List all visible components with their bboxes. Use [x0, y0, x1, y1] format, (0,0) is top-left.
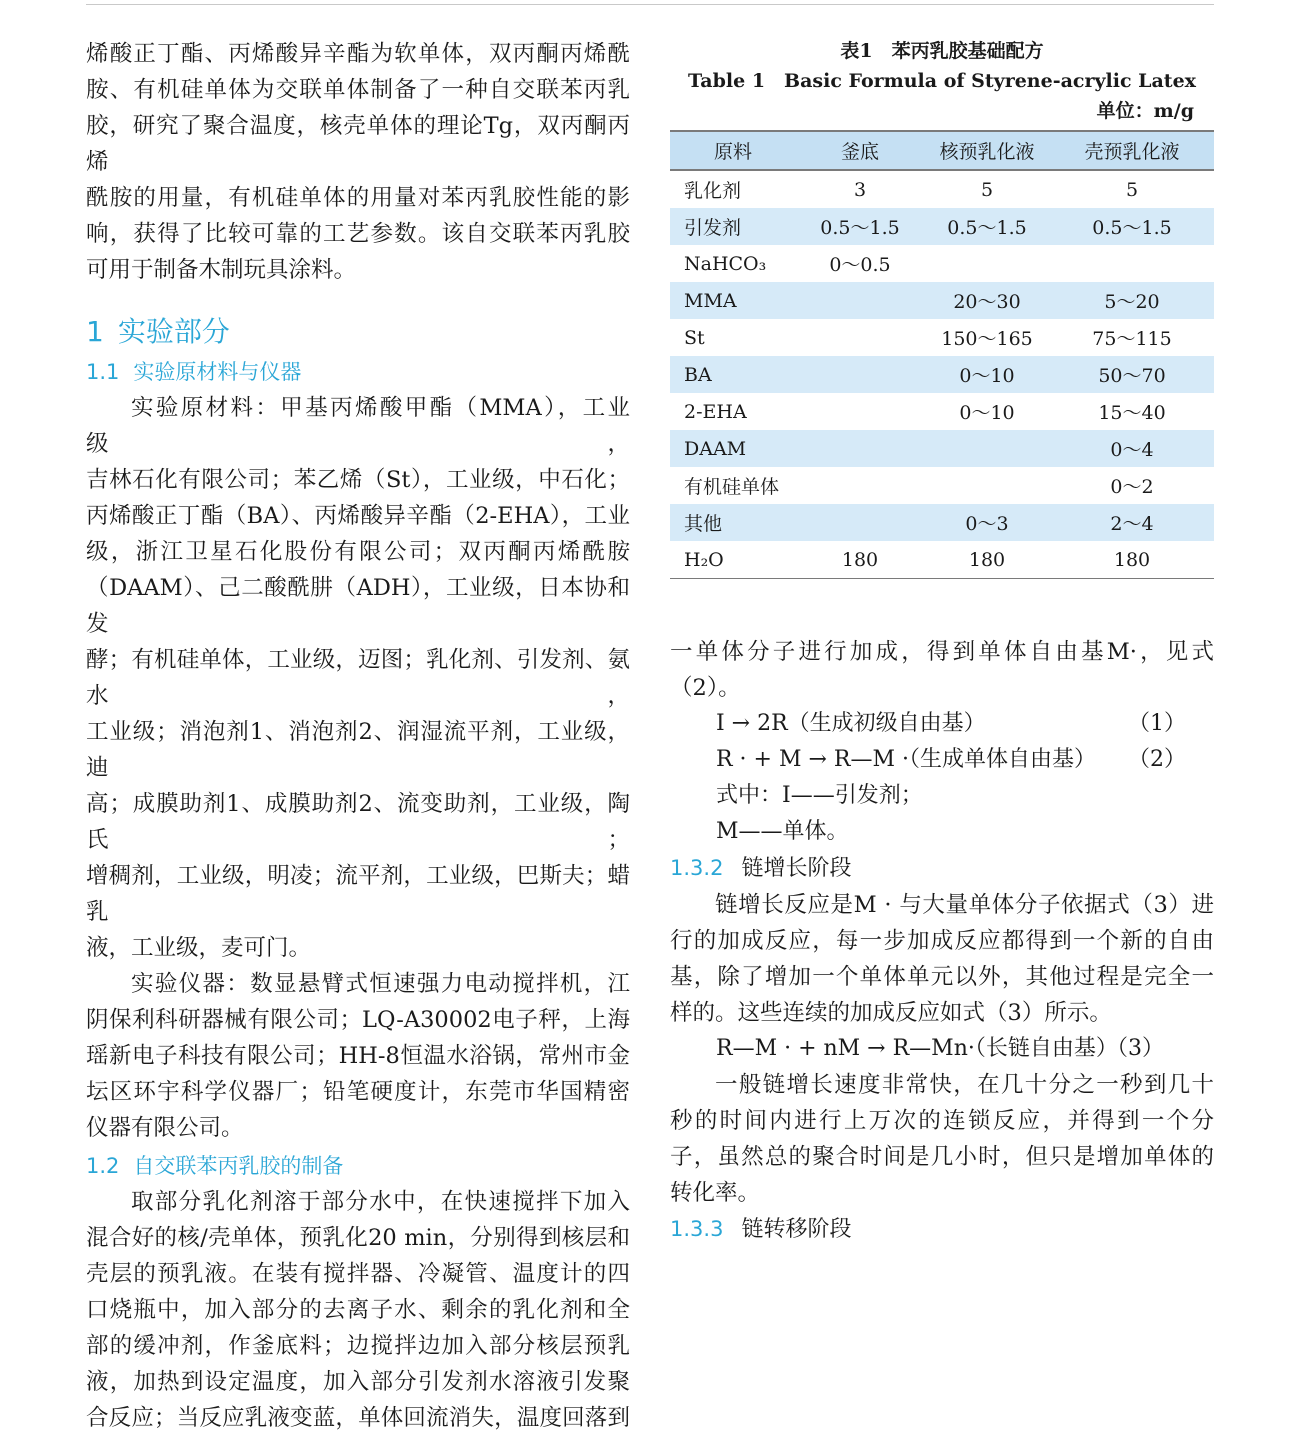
section-title: 实验部分: [117, 315, 230, 348]
text-line: 转化率。: [670, 1180, 761, 1206]
text-line: 瑶新电子科技有限公司；HH-8恒温水浴锅，常州市金: [86, 1043, 630, 1069]
table-row: [670, 430, 1214, 467]
table-cell: 0.5～1.5: [924, 208, 1050, 245]
table-row: [670, 541, 1214, 579]
table-cell: H₂O: [670, 541, 796, 579]
table-cell: 0.5～1.5: [1050, 208, 1214, 245]
table-cell: 其他: [670, 504, 796, 541]
text-line: 样的。这些连续的加成反应如式（3）所示。: [670, 1000, 1112, 1026]
text-line: 酵；有机硅单体，工业级，迈图；乳化剂、引发剂、氨水，: [86, 647, 630, 709]
table-row: [670, 356, 1214, 393]
table-cell: 20～30: [924, 282, 1050, 319]
table-row: [670, 170, 1214, 208]
section-title: 链转移阶段: [741, 1217, 852, 1242]
table-header-row: [670, 131, 1214, 170]
table-cell: [796, 282, 924, 319]
text-line: 高；成膜助剂1、成膜助剂2、流变助剂，工业级，陶氏；: [86, 791, 630, 853]
text-line: 阴保利科研器械有限公司；LQ-A30002电子秤，上海: [86, 1007, 630, 1033]
formula-table: [670, 130, 1214, 579]
table-cell: 15～40: [1098, 402, 1166, 424]
section-heading-1-2: [86, 1148, 630, 1184]
table-cell: 5～20: [1050, 282, 1214, 319]
column-header: 壳预乳化液: [1050, 131, 1214, 170]
table-cell: 0.5～1.5: [796, 208, 924, 245]
table-cell: 0～10: [959, 402, 1015, 424]
text-line: 行的加成反应，每一步加成反应都得到一个新的自由: [670, 928, 1214, 954]
table-cell: 0～10: [924, 356, 1050, 393]
table-cell: [924, 430, 1050, 467]
text-line: 响，获得了比较可靠的工艺参数。该自交联苯丙乳胶: [86, 221, 630, 247]
table-cell: 150～165: [941, 328, 1033, 350]
text-line: 取部分乳化剂溶于部分水中，在快速搅拌下加入: [131, 1189, 630, 1215]
table-cell: 0～4: [1050, 430, 1214, 467]
text-line: 混合好的核/壳单体，预乳化20 min，分别得到核层和: [86, 1225, 630, 1251]
equation-number: （1）: [1128, 711, 1186, 736]
text-line: 增稠剂，工业级，明凌；流平剂，工业级，巴斯夫；蜡乳: [86, 863, 630, 925]
table-cell: NaHCO₃: [684, 252, 767, 275]
table-unit: 单位：m/g: [1096, 100, 1194, 122]
section-title: 实验原材料与仪器: [133, 360, 302, 384]
section-heading-1: [86, 312, 630, 352]
table-cell: [796, 504, 924, 541]
text-line: 壳层的预乳液。在装有搅拌器、冷凝管、温度计的四: [86, 1261, 630, 1287]
left-column: [86, 36, 630, 1436]
table-cell: St: [684, 326, 705, 349]
text-line: 秒的时间内进行上万次的连锁反应，并得到一个分: [670, 1108, 1214, 1134]
text-line: 口烧瓶中，加入部分的去离子水、剩余的乳化剂和全: [86, 1297, 630, 1323]
table-cell: 0～3: [924, 504, 1050, 541]
text-line: 一单体分子进行加成，得到单体自由基M·，见式（2）。: [670, 639, 1214, 701]
table-row: [670, 319, 1214, 356]
column-header: 釜底: [796, 131, 924, 170]
text-line: 基，除了增加一个单体单元以外，其他过程是完全一: [670, 964, 1214, 990]
text-line: 工业级；消泡剂1、消泡剂2、润湿流平剂，工业级，迪: [86, 719, 630, 781]
table-cell: 0～2: [1110, 476, 1154, 498]
table-cell: 有机硅单体: [684, 476, 780, 498]
table-cell: [796, 430, 924, 467]
table-cell: 5: [980, 178, 994, 201]
section-heading-1-3-2: [670, 850, 1214, 887]
table-cell: [796, 356, 924, 393]
text-line: 实验原材料：甲基丙烯酸甲酯（MMA），工业级，: [86, 395, 630, 457]
table-cell: 75～115: [1092, 328, 1172, 350]
table-cell: 2-EHA: [684, 400, 747, 423]
text-line: 可用于制备木制玩具涂料。: [86, 257, 357, 283]
table-cell: [1050, 245, 1214, 282]
text-line: 烯酸正丁酯、丙烯酸异辛酯为软单体，双丙酮丙烯酰: [86, 41, 630, 67]
table-cell: 180: [1050, 541, 1214, 579]
text-line: 酰胺的用量，有机硅单体的用量对苯丙乳胶性能的影: [86, 185, 630, 211]
equation-2: [670, 742, 1214, 778]
table-cell: 180: [796, 541, 924, 579]
equation-text: R · + M → R—M ·（生成单体自由基）: [716, 747, 1096, 772]
section-heading-1-3-3: [670, 1211, 1214, 1248]
table-cell: 3: [853, 178, 867, 201]
materials-paragraph: [86, 390, 630, 966]
table-row: [670, 245, 1214, 282]
table-row: [670, 504, 1214, 541]
table-cell: 2～4: [1050, 504, 1214, 541]
table-cell: [924, 245, 1050, 282]
section-heading-1-1: [86, 354, 630, 390]
equation-3: [670, 1031, 1214, 1067]
text-line: （DAAM）、己二酸酰肼（ADH），工业级，日本协和发: [86, 575, 630, 637]
definition-line: M——单体。: [716, 819, 849, 844]
table-cell: 引发剂: [670, 208, 796, 245]
text-line: 实验仪器：数显悬臂式恒速强力电动搅拌机，江: [131, 971, 630, 997]
preparation-paragraph: [86, 1184, 630, 1436]
text-line: 胺、有机硅单体为交联单体制备了一种自交联苯丙乳: [86, 77, 630, 103]
table-cell: DAAM: [670, 430, 796, 467]
section-title: 链增长阶段: [741, 856, 852, 881]
text-line: 坛区环宇科学仪器厂；铅笔硬度计，东莞市华国精密: [86, 1079, 630, 1105]
table-cell: [796, 467, 924, 504]
section-title: 自交联苯丙乳胶的制备: [133, 1154, 344, 1178]
table-row: [670, 393, 1214, 430]
table-cell: 180: [924, 541, 1050, 579]
table-cell: 乳化剂: [684, 180, 742, 202]
equation-text: I → 2R（生成初级自由基）: [716, 711, 986, 736]
table-caption-cn: 表1 苯丙乳胶基础配方: [840, 40, 1044, 62]
table-cell: 5: [1125, 178, 1139, 201]
table-row: [670, 282, 1214, 319]
equation-1: [670, 706, 1214, 742]
text-line: 仪器有限公司。: [86, 1115, 244, 1141]
table-row: [670, 208, 1214, 245]
text-line: 一般链增长速度非常快，在几十分之一秒到几十: [715, 1072, 1214, 1098]
table-caption-en: Table 1 Basic Formula of Styrene-acrylic Latex: [687, 70, 1197, 92]
table-block: [670, 36, 1214, 579]
instruments-paragraph: [86, 966, 630, 1146]
text-line: 级，浙江卫星石化股份有限公司；双丙酮丙烯酰胺: [86, 539, 630, 565]
growth-paragraph: [670, 887, 1214, 1031]
text-line: 合反应；当反应乳液变蓝，单体回流消失，温度回落到: [86, 1405, 630, 1431]
column-header: 原料: [670, 131, 796, 170]
table-cell: [796, 393, 924, 430]
table-cell: [796, 319, 924, 356]
text-line: 链增长反应是M · 与大量单体分子依据式（3）进: [715, 892, 1214, 918]
intro-paragraph: [86, 36, 630, 288]
speed-paragraph: [670, 1067, 1214, 1211]
table-cell: 50～70: [1050, 356, 1214, 393]
section-number: 1.3.2: [670, 856, 724, 880]
text-line: 吉林石化有限公司；苯乙烯（St），工业级，中石化；: [86, 467, 630, 493]
definition-line: 式中：I——引发剂；: [716, 783, 923, 808]
section-number: 1.3.3: [670, 1217, 724, 1241]
section-number: 1.2: [86, 1154, 120, 1178]
table-cell: [924, 467, 1050, 504]
equation-number: （2）: [1128, 747, 1186, 772]
equation-text: R—M · + nM → R—Mn·（长链自由基）: [716, 1036, 1118, 1061]
section-number: 1.1: [86, 360, 120, 384]
table-cell: BA: [670, 356, 796, 393]
table-cell: MMA: [670, 282, 796, 319]
top-rule: [86, 4, 1214, 5]
right-column: [670, 36, 1214, 1248]
text-line: 部的缓冲剂，作釜底料；边搅拌边加入部分核层预乳: [86, 1333, 630, 1359]
equation-number: （3）: [1106, 1036, 1164, 1061]
table-cell: 0～0.5: [829, 254, 891, 276]
text-line: 子，虽然总的聚合时间是几小时，但只是增加单体的: [670, 1144, 1214, 1170]
column-header: 核预乳化液: [924, 131, 1050, 170]
text-line: 丙烯酸正丁酯（BA）、丙烯酸异辛酯（2-EHA），工业: [86, 503, 630, 529]
table-row: [670, 467, 1214, 504]
text-line: 液，加热到设定温度，加入部分引发剂水溶液引发聚: [86, 1369, 630, 1395]
section-number: 1: [86, 315, 104, 348]
text-line: 胶，研究了聚合温度，核壳单体的理论Tg，双丙酮丙烯: [86, 113, 630, 175]
text-line: 液，工业级，麦可门。: [86, 935, 312, 961]
